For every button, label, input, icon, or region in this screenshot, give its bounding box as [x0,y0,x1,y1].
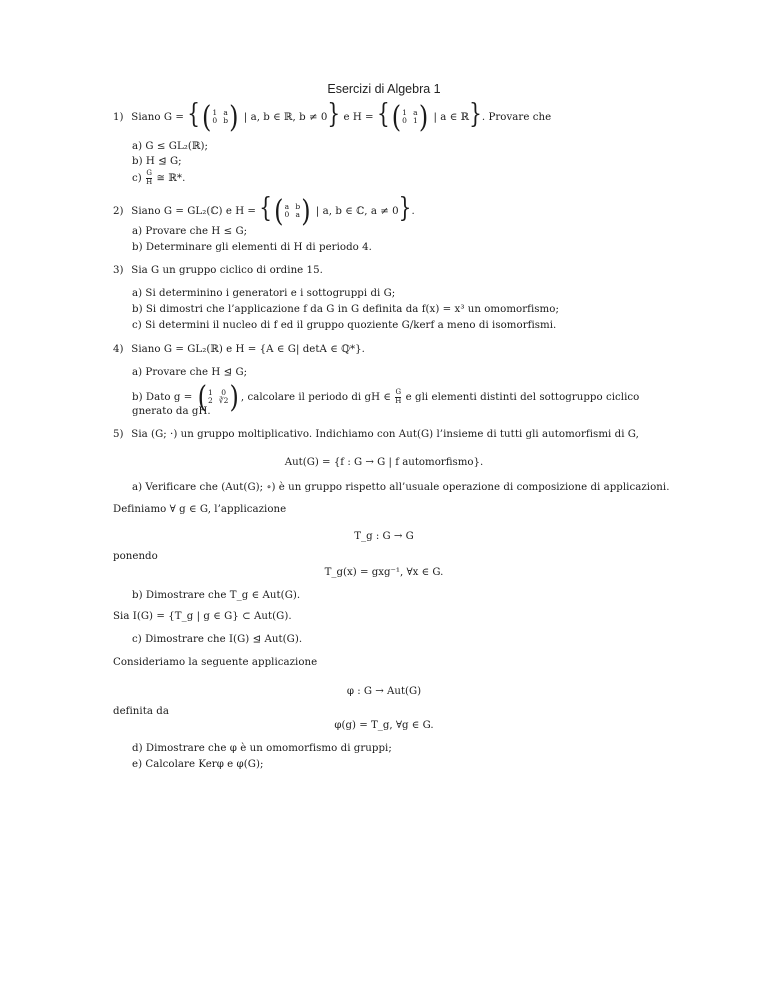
exercise-1-connector: e H = [343,112,374,123]
open-brace: { [376,96,390,130]
exercise-3-item-c: c) Si determini il nucleo di f ed il gruppo quoziente G/kerf a meno di isomorfismi. [132,320,557,331]
matrix-g: ( 1 0 2 ∛2 ) [197,379,239,415]
exercise-5-ig-definition: Sia I(G) = {T_g | g ∈ G} ⊂ Aut(G). [113,611,292,622]
exercise-number: 1) [113,112,124,123]
close-brace: } [398,190,412,224]
exercise-1-condition-h: | a ∈ ℝ [433,112,470,123]
exercise-number: 3) [113,265,124,276]
open-brace: { [259,190,273,224]
exercise-4-item-b-continuation: gnerato da gH. [132,406,211,417]
exercise-5-item-a: a) Verificare che (Aut(G); ∘) è un gruppo rispetto all’usuale operazione di composizione di applicazioni. [132,482,670,493]
exercise-5-definita: definita da [113,706,169,717]
exercise-3-item-b: b) Si dimostri che l’applicazione f da G in G definita da f(x) = x³ un omomorfismo; [132,304,559,315]
exercise-number: 4) [113,344,124,355]
exercise-2-statement: 2) Siano G = GL₂(ℂ) e H = { ( a b 0 a ) | a, b ∈ ℂ, a ≠ 0}. [113,190,415,229]
exercise-2-item-b: b) Determinare gli elementi di H di periodo 4. [132,242,372,253]
exercise-5-item-c: c) Dimostrare che I(G) ⊴ Aut(G). [132,634,303,645]
document-title: Esercizi di Algebra 1 [327,82,441,96]
quotient-fraction: $\frac{G}{H}$ [146,169,153,186]
exercise-5-item-d: d) Dimostrare che φ è un omomorfismo di gruppi; [132,743,392,754]
exercise-1-statement [113,96,552,135]
close-brace: } [469,96,482,130]
exercise-5-definition: Definiamo ∀ g ∈ G, l’applicazione [113,504,287,515]
exercise-2-intro: Siano G = GL₂(ℂ) e H = [131,206,256,217]
exercise-5-item-e: e) Calcolare Kerφ e φ(G); [132,759,264,770]
exercise-4-statement: 4) Siano G = GL₂(ℝ) e H = {A ∈ G| detA ∈ ℚ*}. [113,344,365,355]
exercise-number: 2) [113,206,124,217]
equation-aut-definition: Aut(G) = {f : G → G | f automorfismo}. [284,457,484,468]
equation-tg-formula: T_g(x) = gxg⁻¹, ∀x ∈ G. [324,567,444,578]
exercise-1-outro: . Provare che [481,112,552,123]
quotient-fraction: $\frac{G}{H}$ [395,388,402,405]
equation-tg-map: T_g : G → G [354,531,414,542]
exercise-2-item-a: a) Provare che H ≤ G; [132,226,248,237]
matrix-g: ( 1 a 0 b ) [201,99,239,135]
matrix-h: ( 1 a 0 1 ) [391,99,429,135]
exercise-1-condition-g: | a, b ∈ ℝ, b ≠ 0 [243,112,328,123]
close-brace: } [327,96,341,130]
exercise-5-statement: 5) Sia (G; ·) un gruppo moltiplicativo. Indichiamo con Aut(G) l’insieme di tutti gli automorfismi di G, [113,429,639,440]
exercise-4-item-a: a) Provare che H ⊴ G; [132,367,248,378]
equation-phi-map: φ : G → Aut(G) [346,686,422,697]
exercise-5-item-b: b) Dimostrare che T_g ∈ Aut(G). [132,590,301,601]
exercise-4-item-b: b) Dato g = ( 1 0 2 ∛2 ) , calcolare il periodo di gH ∈ $\frac{G}{H}$ e gli elementi distinti del sottogruppo ciclico [132,379,640,415]
exercise-3-item-a: a) Si determinino i generatori e i sottogruppi di G; [132,288,396,299]
matrix-h: ( a b 0 a ) [274,193,311,229]
exercise-2-condition: | a, b ∈ ℂ, a ≠ 0 [315,206,399,217]
exercise-5-ponendo: ponendo [113,551,158,562]
exercise-number: 5) [113,429,124,440]
equation-phi-formula: φ(g) = T_g, ∀g ∈ G. [334,720,434,731]
exercise-1-item-a: a) G ≤ GL₂(ℝ); [132,141,208,152]
exercise-5-consider: Consideriamo la seguente applicazione [113,657,318,668]
open-brace: { [187,96,200,130]
exercise-1-item-c: c) $\frac{G}{H}$ ≅ ℝ*. [132,169,186,186]
exercise-3-statement: 3) Sia G un gruppo ciclico di ordine 15. [113,265,323,276]
exercise-1-item-b: b) H ⊴ G; [132,156,182,167]
exercise-1-intro: Siano G = [131,112,184,123]
